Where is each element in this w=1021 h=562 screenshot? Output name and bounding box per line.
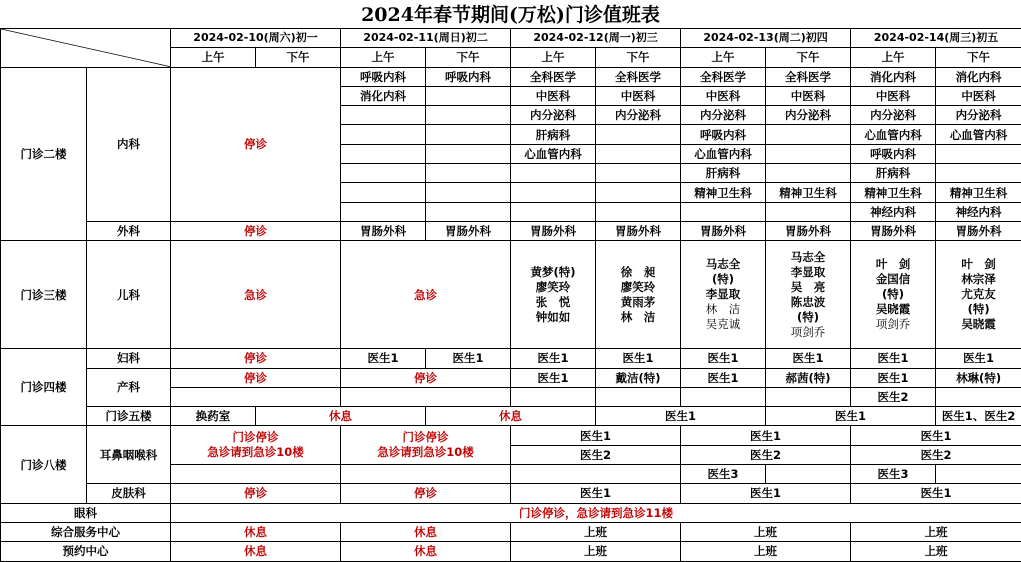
schedule-cell (596, 202, 681, 221)
schedule-cell: 精神卫生科 (936, 183, 1021, 202)
schedule-cell: 医生1 (341, 349, 426, 368)
schedule-cell: 医生1 (851, 349, 936, 368)
pm-header: 下午 (936, 48, 1021, 67)
schedule-cell (596, 183, 681, 202)
schedule-cell (171, 465, 341, 484)
schedule-cell: 医生1 (766, 407, 936, 426)
dept-pifu: 皮肤科 (87, 484, 171, 503)
schedule-cell: 医生1 (596, 349, 681, 368)
schedule-cell: 中医科 (681, 86, 766, 105)
schedule-cell: 呼吸内科 (426, 67, 511, 86)
schedule-cell: 上班 (851, 542, 1021, 561)
floor-label-5: 门诊五楼 (87, 407, 171, 426)
schedule-cell: 心血管内科 (936, 125, 1021, 144)
schedule-cell: 医生1 (851, 368, 936, 387)
schedule-cell: 胃肠外科 (851, 221, 936, 240)
schedule-cell (341, 106, 426, 125)
dept-fuke: 妇科 (87, 349, 171, 368)
schedule-cell (511, 183, 596, 202)
schedule-cell (596, 387, 681, 406)
schedule-cell: 上班 (511, 542, 681, 561)
status-cell: 停诊 (171, 484, 341, 503)
schedule-cell: 医生1 (596, 407, 766, 426)
schedule-cell: 消化内科 (936, 67, 1021, 86)
am-header: 上午 (341, 48, 426, 67)
status-cell: 门诊停诊，急诊请到急诊11楼 (171, 503, 1021, 522)
date-header-3: 2024-02-12(周一)初三 (511, 29, 681, 48)
pm-header: 下午 (426, 48, 511, 67)
schedule-cell: 医生2 (851, 387, 936, 406)
floor-label-2: 门诊二楼 (1, 67, 87, 241)
am-header: 上午 (511, 48, 596, 67)
status-cell: 停诊 (171, 67, 341, 221)
am-header: 上午 (171, 48, 256, 67)
schedule-cell: 上班 (681, 522, 851, 541)
schedule-cell: 医生2 (851, 445, 1021, 464)
am-header: 上午 (851, 48, 936, 67)
schedule-cell (511, 387, 596, 406)
schedule-cell: 上班 (511, 522, 681, 541)
schedule-cell: 医生1 (511, 426, 681, 445)
am-header: 上午 (681, 48, 766, 67)
schedule-cell (426, 183, 511, 202)
schedule-cell (341, 183, 426, 202)
schedule-cell (341, 125, 426, 144)
doctor-list-cell: 马志全 李显取 吴 亮 陈忠波 (特) 项剑乔 (766, 241, 851, 349)
duty-schedule-table (0, 28, 1021, 562)
schedule-cell: 内分泌科 (766, 106, 851, 125)
schedule-cell: 中医科 (511, 86, 596, 105)
schedule-cell (341, 164, 426, 183)
schedule-cell: 消化内科 (341, 86, 426, 105)
schedule-cell (341, 387, 511, 406)
schedule-cell: 医生1 (766, 349, 851, 368)
schedule-cell: 肝病科 (511, 125, 596, 144)
schedule-cell: 医生3 (851, 465, 936, 484)
schedule-cell (766, 164, 851, 183)
schedule-cell: 精神卫生科 (766, 183, 851, 202)
status-cell: 停诊 (171, 368, 341, 387)
schedule-cell: 医生1 (936, 349, 1021, 368)
schedule-cell: 胃肠外科 (511, 221, 596, 240)
doctor-list-cell: 叶 剑 金国信 (特) 吴晓霞 项剑乔 (851, 241, 936, 349)
schedule-cell: 医生1 (681, 368, 766, 387)
schedule-cell: 林琳(特) (936, 368, 1021, 387)
floor-label-4: 门诊四楼 (1, 349, 87, 426)
doctor-list-cell: 叶 剑 林宗泽 尤克友 (特) 吴晓霞 (936, 241, 1021, 349)
schedule-cell: 全科医学 (681, 67, 766, 86)
schedule-cell: 中医科 (596, 86, 681, 105)
schedule-cell: 消化内科 (851, 67, 936, 86)
doctor-list-cell: 马志全 (特) 李显取 林 洁 吴克诚 (681, 241, 766, 349)
schedule-cell (426, 106, 511, 125)
schedule-cell: 医生1 (851, 426, 1021, 445)
dept-huanyao: 换药室 (171, 407, 256, 426)
schedule-cell (766, 465, 851, 484)
schedule-cell (766, 387, 851, 406)
schedule-cell: 医生1 (851, 484, 1021, 503)
dept-yuyue: 预约中心 (1, 542, 171, 561)
schedule-cell (426, 125, 511, 144)
status-cell: 门诊停诊 急诊请到急诊10楼 (171, 426, 341, 465)
schedule-cell (766, 144, 851, 163)
date-header-4: 2024-02-13(周二)初四 (681, 29, 851, 48)
schedule-cell (766, 202, 851, 221)
schedule-cell: 医生1 (681, 426, 851, 445)
schedule-cell: 胃肠外科 (596, 221, 681, 240)
schedule-cell: 医生1 (681, 349, 766, 368)
schedule-cell: 内分泌科 (596, 106, 681, 125)
schedule-cell (426, 86, 511, 105)
schedule-cell: 胃肠外科 (936, 221, 1021, 240)
schedule-cell: 精神卫生科 (851, 183, 936, 202)
schedule-cell (936, 164, 1021, 183)
status-cell: 休息 (426, 407, 596, 426)
doctor-list-cell: 徐 昶 廖笑玲 黄雨茅 林 洁 (596, 241, 681, 349)
schedule-cell: 医生1 (681, 484, 851, 503)
status-cell: 休息 (341, 522, 511, 541)
schedule-cell: 内分泌科 (936, 106, 1021, 125)
schedule-cell (936, 144, 1021, 163)
status-cell: 停诊 (171, 221, 341, 240)
schedule-cell: 医生3 (681, 465, 766, 484)
schedule-cell: 呼吸内科 (851, 144, 936, 163)
schedule-cell: 医生1 (511, 368, 596, 387)
date-header-2: 2024-02-11(周日)初二 (341, 29, 511, 48)
schedule-cell: 精神卫生科 (681, 183, 766, 202)
schedule-cell: 郝茜(特) (766, 368, 851, 387)
pm-header: 下午 (766, 48, 851, 67)
schedule-cell: 胃肠外科 (426, 221, 511, 240)
schedule-cell (341, 202, 426, 221)
schedule-cell: 全科医学 (596, 67, 681, 86)
schedule-cell: 上班 (851, 522, 1021, 541)
status-cell: 急诊 (341, 241, 511, 349)
schedule-cell (171, 387, 341, 406)
status-cell: 急诊 (171, 241, 341, 349)
schedule-cell (596, 144, 681, 163)
schedule-cell (511, 164, 596, 183)
status-cell: 休息 (171, 522, 341, 541)
schedule-cell: 神经内科 (851, 202, 936, 221)
schedule-cell (681, 202, 766, 221)
schedule-cell (511, 202, 596, 221)
schedule-cell: 内分泌科 (681, 106, 766, 125)
date-header-5: 2024-02-14(周三)初五 (851, 29, 1021, 48)
dept-yanke: 眼科 (1, 503, 171, 522)
doctor-list-cell: 黄梦(特) 廖笑玲 张 悦 钟如如 (511, 241, 596, 349)
corner-diagonal (1, 29, 170, 67)
dept-chanke: 产科 (87, 368, 171, 407)
status-cell: 休息 (256, 407, 426, 426)
schedule-cell: 中医科 (936, 86, 1021, 105)
schedule-cell (936, 387, 1021, 406)
schedule-cell: 医生1、医生2 (936, 407, 1021, 426)
schedule-cell (341, 144, 426, 163)
status-cell: 停诊 (341, 368, 511, 387)
status-cell: 休息 (171, 542, 341, 561)
schedule-cell: 医生1 (426, 349, 511, 368)
schedule-cell (426, 202, 511, 221)
schedule-cell (596, 164, 681, 183)
schedule-cell (936, 465, 1021, 484)
status-cell: 停诊 (171, 349, 341, 368)
status-cell: 停诊 (341, 484, 511, 503)
dept-erke: 儿科 (87, 241, 171, 349)
schedule-cell: 肝病科 (681, 164, 766, 183)
schedule-cell: 上班 (681, 542, 851, 561)
schedule-cell (426, 164, 511, 183)
floor-label-3: 门诊三楼 (1, 241, 87, 349)
schedule-cell: 医生2 (681, 445, 851, 464)
schedule-cell (426, 144, 511, 163)
schedule-cell: 医生2 (511, 445, 681, 464)
schedule-cell: 内分泌科 (851, 106, 936, 125)
schedule-cell: 中医科 (766, 86, 851, 105)
date-header-1: 2024-02-10(周六)初一 (171, 29, 341, 48)
schedule-cell: 肝病科 (851, 164, 936, 183)
schedule-cell: 戴洁(特) (596, 368, 681, 387)
schedule-cell: 医生1 (511, 484, 681, 503)
header-corner (1, 29, 171, 68)
schedule-cell (766, 125, 851, 144)
dept-erbi: 耳鼻咽喉科 (87, 426, 171, 484)
schedule-cell: 心血管内科 (851, 125, 936, 144)
schedule-cell: 胃肠外科 (341, 221, 426, 240)
schedule-cell: 呼吸内科 (341, 67, 426, 86)
schedule-cell (511, 465, 681, 484)
status-cell: 门诊停诊 急诊请到急诊10楼 (341, 426, 511, 465)
dept-zonghe: 综合服务中心 (1, 522, 171, 541)
dept-waike: 外科 (87, 221, 171, 240)
schedule-cell: 内分泌科 (511, 106, 596, 125)
schedule-cell (681, 387, 766, 406)
pm-header: 下午 (596, 48, 681, 67)
schedule-cell: 胃肠外科 (766, 221, 851, 240)
floor-label-8: 门诊八楼 (1, 426, 87, 503)
schedule-cell: 全科医学 (511, 67, 596, 86)
schedule-cell: 呼吸内科 (681, 125, 766, 144)
schedule-cell: 医生1 (511, 349, 596, 368)
schedule-cell: 心血管内科 (681, 144, 766, 163)
dept-neike: 内科 (87, 67, 171, 221)
schedule-cell: 神经内科 (936, 202, 1021, 221)
page-title: 2024年春节期间(万松)门诊值班表 (0, 0, 1021, 28)
pm-header: 下午 (256, 48, 341, 67)
schedule-cell (341, 465, 511, 484)
schedule-cell: 心血管内科 (511, 144, 596, 163)
schedule-cell: 胃肠外科 (681, 221, 766, 240)
schedule-cell: 全科医学 (766, 67, 851, 86)
schedule-cell: 中医科 (851, 86, 936, 105)
status-cell: 休息 (341, 542, 511, 561)
schedule-cell (596, 125, 681, 144)
